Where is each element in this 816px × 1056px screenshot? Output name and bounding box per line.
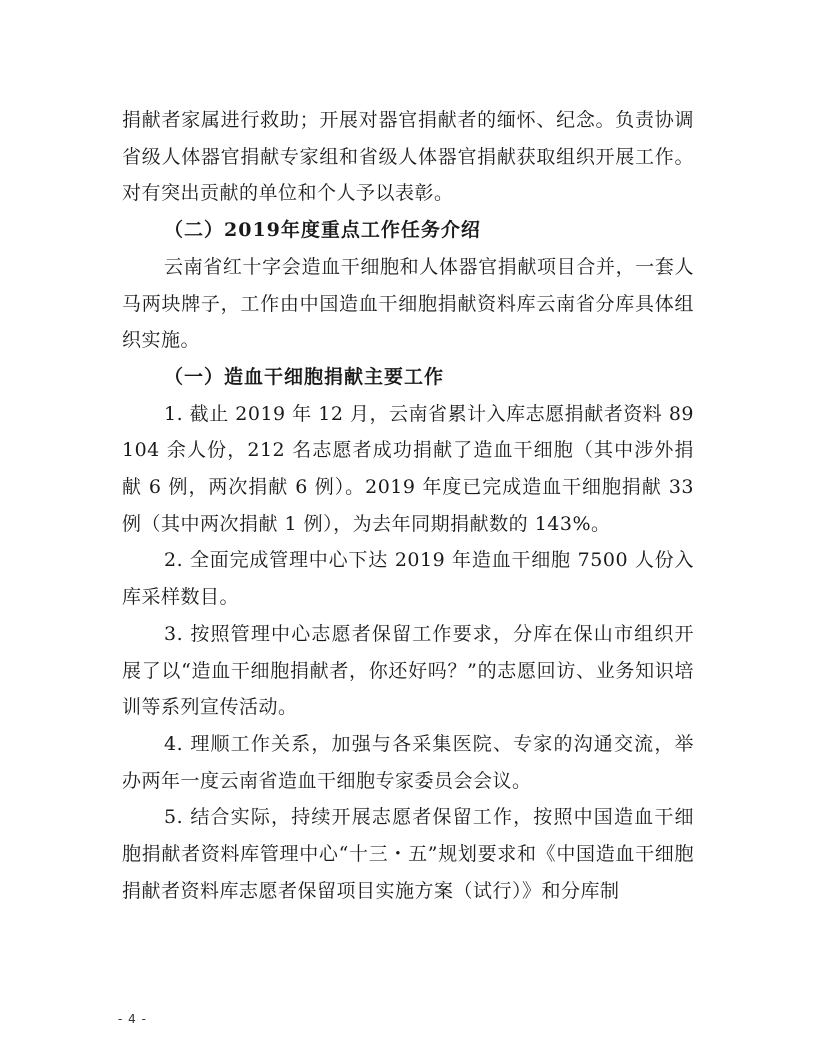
- page-body: [122, 102, 694, 909]
- list-item-3: 3. 按照管理中心志愿者保留工作要求，分库在保山市组织开展了以“造血干细胞捐献者，你还好吗？”的志愿回访、业务知识培训等系列宣传活动。: [122, 622, 694, 719]
- page-number: - 4 -: [118, 1012, 147, 1026]
- subsection-heading-stem-cell: （一）造血干细胞捐献主要工作: [164, 365, 445, 388]
- list-item-1: 1. 截止 2019 年 12 月，云南省累计入库志愿捐献者资料 89104 余人份，212 名志愿者成功捐献了造血干细胞（其中涉外捐献 6 例，两次捐献 6 例）。2019 年度已完成造血干细胞捐献 33 例（其中两次捐献 1 例），为去年同期捐献数的 143%。: [122, 402, 694, 535]
- section-heading-key-tasks: （二）2019年度重点工作任务介绍: [164, 219, 481, 242]
- paragraph-project-merger: 云南省红十字会造血干细胞和人体器官捐献项目合并，一套人马两块牌子，工作由中国造血干细胞捐献资料库云南省分库具体组织实施。: [122, 255, 694, 352]
- list-item-2: 2. 全面完成管理中心下达 2019 年造血干细胞 7500 人份入库采样数目。: [122, 549, 694, 609]
- list-item-5: 5. 结合实际，持续开展志愿者保留工作，按照中国造血干细胞捐献者资料库管理中心“十三・五”规划要求和《中国造血干细胞捐献者资料库志愿者保留项目实施方案（试行）》和分库制: [122, 806, 694, 902]
- paragraph-continuation: 捐献者家属进行救助；开展对器官捐献者的缅怀、纪念。负责协调省级人体器官捐献专家组和省级人体器官捐献获取组织开展工作。对有突出贡献的单位和个人予以表彰。: [122, 109, 694, 205]
- list-item-4: 4. 理顺工作关系，加强与各采集医院、专家的沟通交流，举办两年一度云南省造血干细胞专家委员会会议。: [122, 732, 694, 792]
